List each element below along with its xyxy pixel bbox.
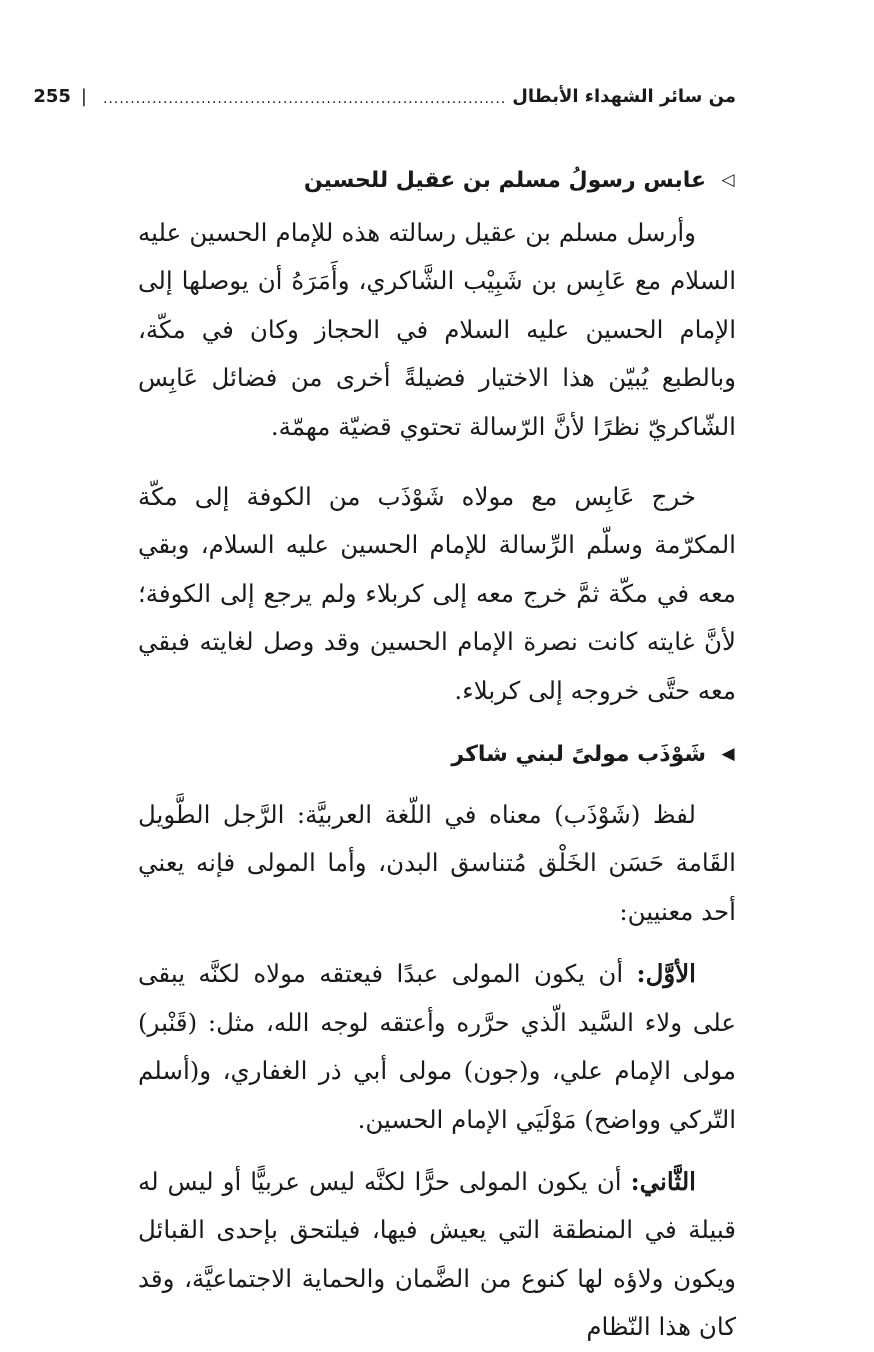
section-heading-text: شَوْذَب مولىً لبني شاكر — [451, 741, 706, 767]
leader-dots: .......................................................................... — [102, 91, 507, 107]
triangle-filled-icon: ◀ — [721, 743, 735, 764]
section-heading-text: عابس رسولُ مسلم بن عقيل للحسين — [303, 167, 706, 193]
item-text: أن يكون المولى عبدًا فيعتقه مولاه لكنَّه يبقى على ولاء السَّيد الّذي حرَّره وأعتقه لوجه الله، مثل: (قَنْبر) مولى الإمام علي، و(جون) مولى أبي ذر الغفاري، و(أسلم التّركي وواضح) مَوْلَيَي الإمام الحسين. — [138, 959, 736, 1134]
item-lead: الأوَّل: — [636, 959, 696, 989]
triangle-outline-icon: ◁ — [721, 169, 735, 190]
header-separator: | — [80, 85, 87, 107]
paragraph: وأرسل مسلم بن عقيل رسالته هذه للإمام الحسين عليه السلام مع عَابِس بن شَبِيْب الشَّاكري، وأَمَرَهُ أن يوصلها إلى الإمام الحسين عليه السلام في الحجاز وكان في مكّة، وبالطبع يُبيّن هذا الاختيار فضيلةً أخرى من فضائل عَابِس الشّاكريّ نظرًا لأنَّ الرّسالة تحتوي قضيّة مهمّة. — [138, 218, 736, 441]
numbered-paragraph — [138, 1158, 736, 1352]
numbered-paragraph — [138, 950, 736, 1144]
book-page — [33, 76, 736, 1352]
page-number: 255 — [33, 85, 71, 107]
paragraph: لفظ (شَوْذَب) معناه في اللّغة العربيَّة: الرَّجل الطَّويل القَامة حَسَن الخَلْق مُتناسق البدن، وأما المولى فإنه يعني أحد معنيين: — [138, 800, 736, 926]
section-heading-abis — [138, 157, 736, 203]
item-text: أن يكون المولى حرًّا لكنَّه ليس عربيًّا أو ليس له قبيلة في المنطقة التي يعيش فيها، فيلتحق بإحدى القبائل ويكون ولاؤه لها كنوع من الضَّمان والحماية الاجتماعيَّة، وقد كان هذا النّظام — [138, 1166, 736, 1342]
section-heading-shawdhab — [138, 731, 736, 777]
item-lead: الثَّاني: — [630, 1166, 696, 1196]
chapter-title: من سائر الشهداء الأبطال — [512, 85, 736, 107]
running-header — [33, 76, 736, 117]
paragraph: خرج عَابِس مع مولاه شَوْذَب من الكوفة إلى مكّة المكرّمة وسلّم الرِّسالة للإمام الحسين عليه السلام، وبقي معه في مكّة ثمَّ خرج معه إلى كربلاء ولم يرجع إلى الكوفة؛ لأنَّ غايته كانت نصرة الإمام الحسين وقد وصل لغايته فبقي معه حتَّى خروجه إلى كربلاء. — [138, 482, 736, 705]
